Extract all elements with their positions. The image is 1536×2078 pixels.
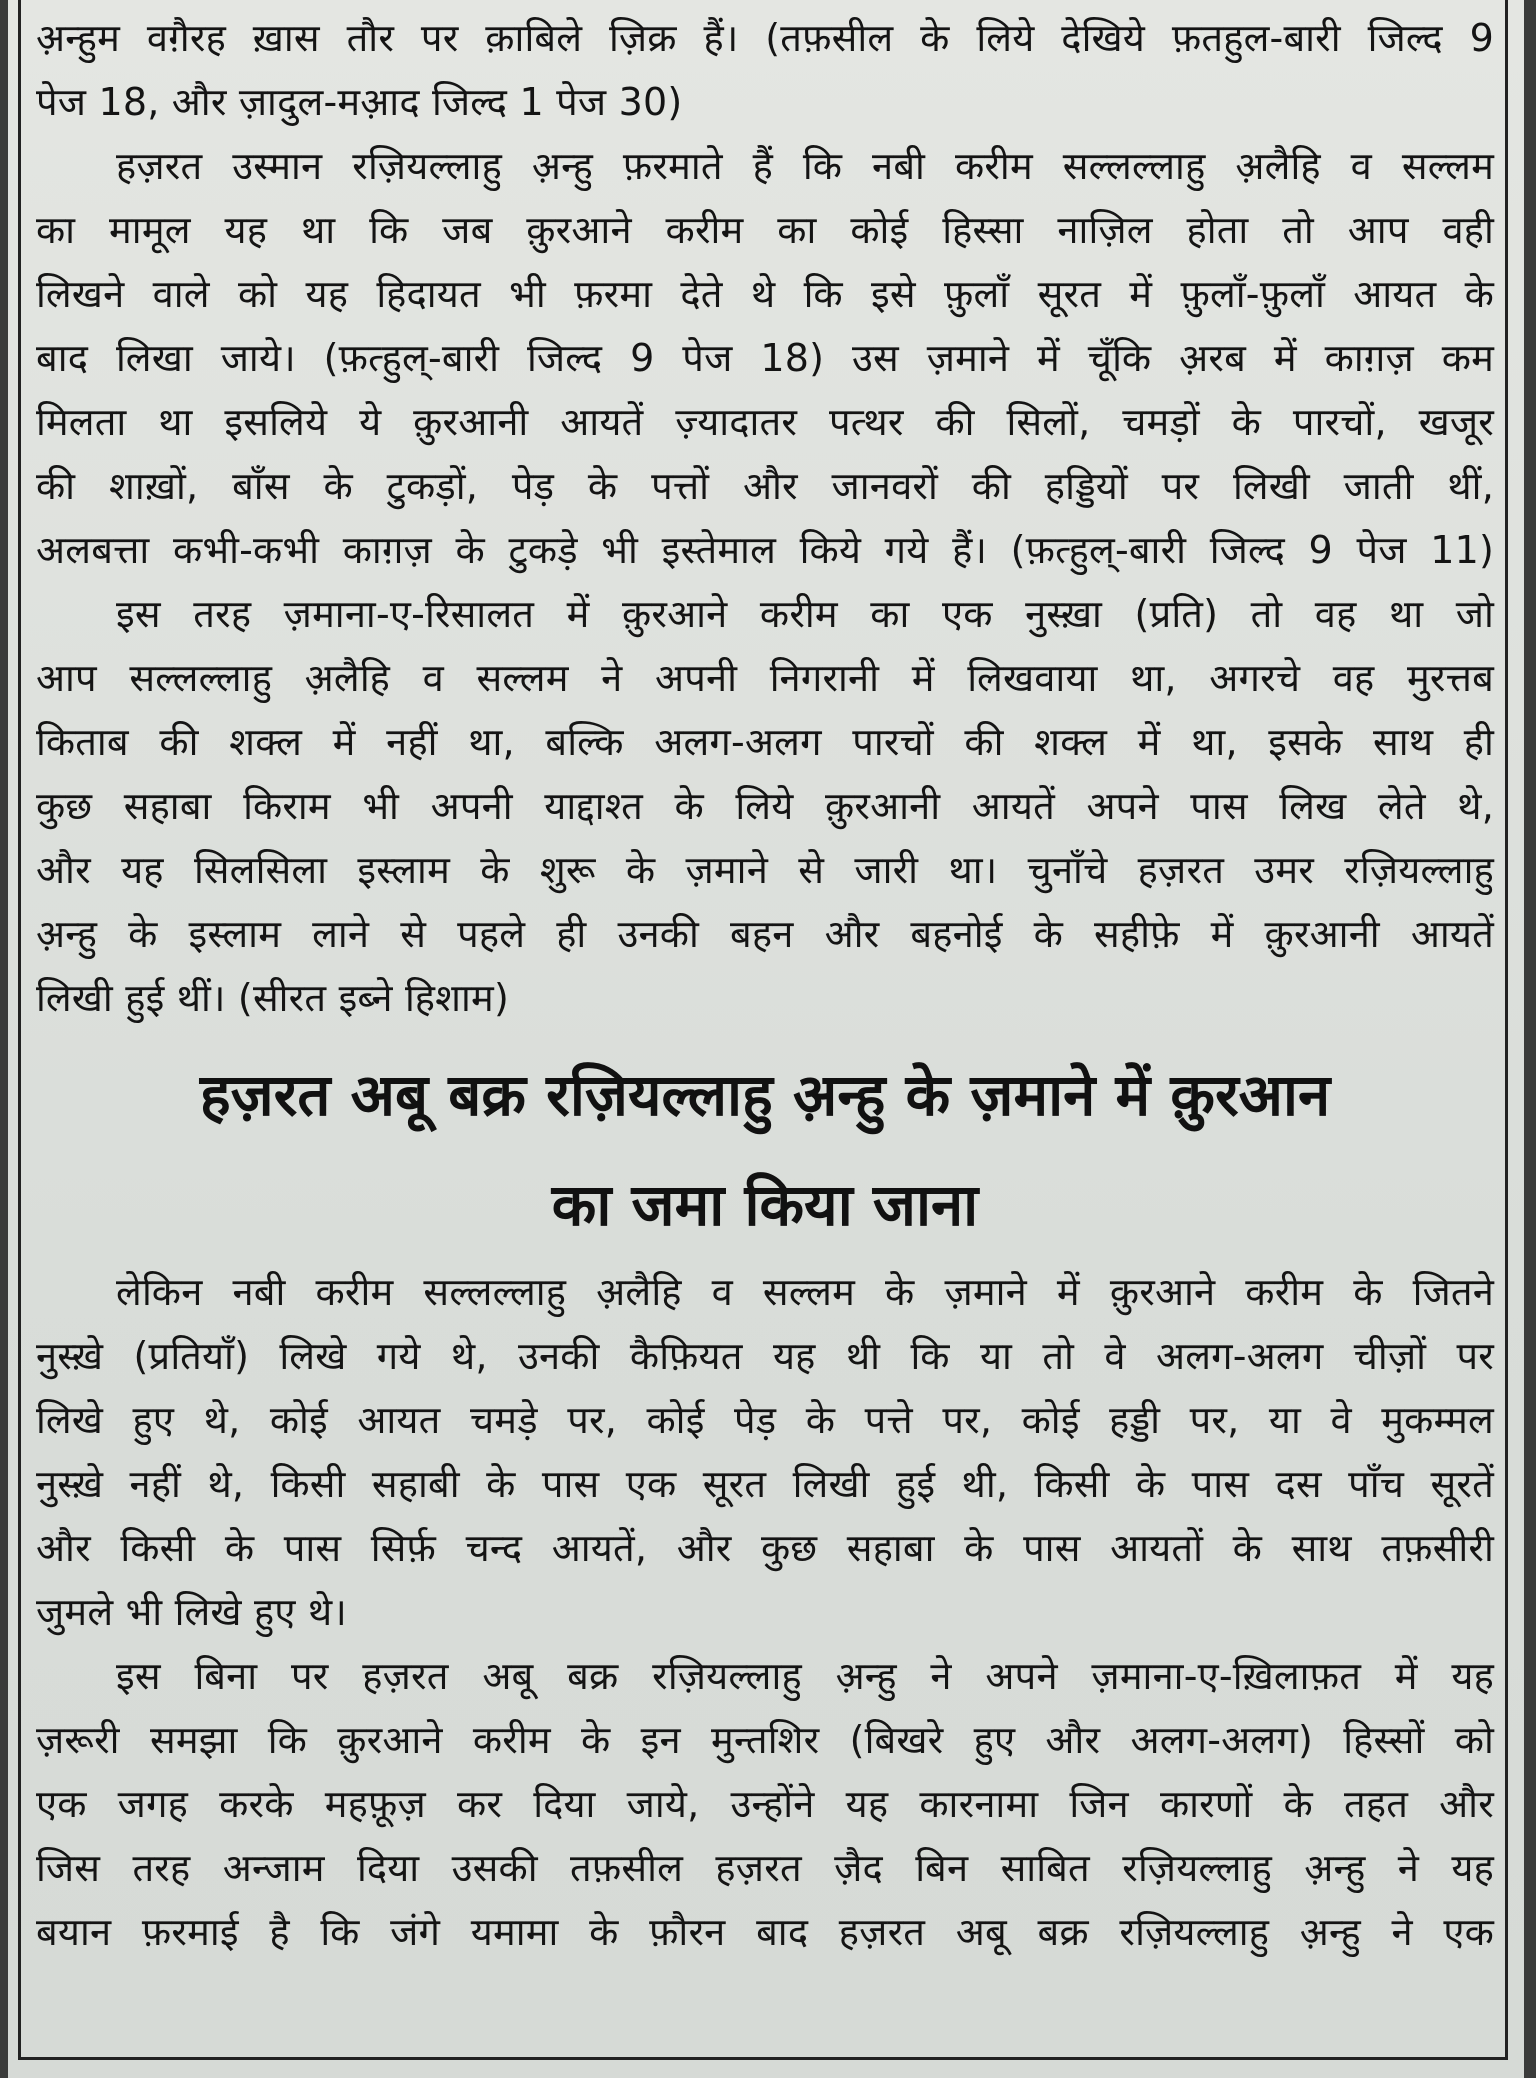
text-line: अलबत्ता कभी-कभी काग़ज़ के टुकड़े भी इस्तेमाल किये गये हैं। (फ़त्हुल्-बारी जिल्द 9 पेज 11)	[36, 528, 1494, 572]
text-line: अ़न्हुम वग़ैरह ख़ास तौर पर क़ाबिले ज़िक्र हैं। (तफ़सील के लिये देखिये फ़तहुल-बारी जिल्द 9	[36, 16, 1494, 60]
book-page	[8, 0, 1524, 2078]
text-line: लिखे हुए थे, कोई आयत चमड़े पर, कोई पेड़ के पत्ते पर, कोई हड्डी पर, या वे मुकम्मल	[36, 1398, 1494, 1442]
text-line: और किसी के पास सिर्फ़ चन्द आयतें, और कुछ सहाबा के पास आयतों के साथ तफ़सीरी	[36, 1526, 1494, 1570]
paragraph	[36, 1260, 1494, 1644]
text-line: लेकिन नबी करीम सल्लल्लाहु अ़लैहि व सल्लम के ज़माने में क़ुरआने करीम के जितने	[116, 1270, 1494, 1314]
text-line: जुमले भी लिखे हुए थे।	[36, 1590, 347, 1634]
text-line: किताब की शक्ल में नहीं था, बल्कि अलग-अलग पारचों की शक्ल में था, इसके साथ ही	[36, 720, 1494, 764]
text-line: और यह सिलसिला इस्लाम के शुरू के ज़माने से जारी था। चुनाँचे हज़रत उमर रज़ियल्लाहु	[36, 848, 1494, 892]
text-line: पेज 18, और ज़ादुल-मआ़द जिल्द 1 पेज 30)	[36, 80, 683, 124]
text-line: एक जगह करके महफ़ूज़ कर दिया जाये, उन्होंने यह कारनामा जिन कारणों के तहत और	[36, 1782, 1494, 1826]
paragraph	[36, 1644, 1494, 1964]
text-line: नुस्ख़े नहीं थे, किसी सहाबी के पास एक सूरत लिखी हुई थी, किसी के पास दस पाँच सूरतें	[36, 1462, 1494, 1506]
text-line: हज़रत उस्मान रज़ियल्लाहु अ़न्हु फ़रमाते हैं कि नबी करीम सल्लल्लाहु अ़लैहि व सल्लम	[116, 144, 1494, 188]
text-line: की शाख़ों, बाँस के टुकड़ों, पेड़ के पत्तों और जानवरों की हड्डियों पर लिखी जाती थीं,	[36, 464, 1494, 508]
heading-line: का जमा किया जाना	[551, 1171, 979, 1239]
text-line: लिखी हुई थीं। (सीरत इब्ने हिशाम)	[36, 976, 510, 1020]
text-line: लिखने वाले को यह हिदायत भी फ़रमा देते थे कि इसे फ़ुलाँ सूरत में फ़ुलाँ-फ़ुलाँ आयत के	[36, 272, 1494, 316]
paragraph	[36, 6, 1494, 134]
text-line: इस बिना पर हज़रत अबू बक्र रज़ियल्लाहु अ़न्हु ने अपने ज़माना-ए-ख़िलाफ़त में यह	[116, 1654, 1494, 1698]
paragraph	[36, 582, 1494, 1030]
paragraph	[36, 134, 1494, 582]
text-line: अ़न्हु के इस्लाम लाने से पहले ही उनकी बहन और बहनोई के सहीफ़े में क़ुरआनी आयतें	[36, 912, 1494, 956]
text-line: आप सल्लल्लाहु अ़लैहि व सल्लम ने अपनी निगरानी में लिखवाया था, अगरचे वह मुरत्तब	[36, 656, 1494, 700]
text-line: बयान फ़रमाई है कि जंगे यमामा के फ़ौरन बाद हज़रत अबू बक्र रज़ियल्लाहु अ़न्हु ने एक	[36, 1910, 1494, 1954]
text-line: कुछ सहाबा किराम भी अपनी याद्दाश्त के लिये क़ुरआनी आयतें अपने पास लिख लेते थे,	[36, 784, 1494, 828]
text-line: जिस तरह अन्जाम दिया उसकी तफ़सील हज़रत ज़ैद बिन साबित रज़ियल्लाहु अ़न्हु ने यह	[36, 1846, 1494, 1890]
text-line: का मामूल यह था कि जब क़ुरआने करीम का कोई हिस्सा नाज़िल होता तो आप वही	[36, 208, 1494, 252]
page-text	[36, 6, 1494, 1964]
text-line: ज़रूरी समझा कि क़ुरआने करीम के इन मुन्तशिर (बिखरे हुए और अलग-अलग) हिस्सों को	[36, 1718, 1494, 1762]
section-heading	[36, 1040, 1494, 1260]
text-line: मिलता था इसलिये ये क़ुरआनी आयतें ज़्यादातर पत्थर की सिलों, चमड़ों के पारचों, खजूर	[36, 400, 1494, 444]
text-line: बाद लिखा जाये। (फ़त्हुल्-बारी जिल्द 9 पेज 18) उस ज़माने में चूँकि अ़रब में काग़ज़ कम	[36, 336, 1494, 380]
text-line: नुस्ख़े (प्रतियाँ) लिखे गये थे, उनकी कैफ़ियत यह थी कि या तो वे अलग-अलग चीज़ों पर	[36, 1334, 1494, 1378]
heading-line: हज़रत अबू बक्र रज़ियल्लाहु अ़न्हु के ज़माने में क़ुरआन	[199, 1061, 1331, 1129]
text-line: इस तरह ज़माना-ए-रिसालत में क़ुरआने करीम का एक नुस्ख़ा (प्रति) तो वह था जो	[116, 592, 1494, 636]
